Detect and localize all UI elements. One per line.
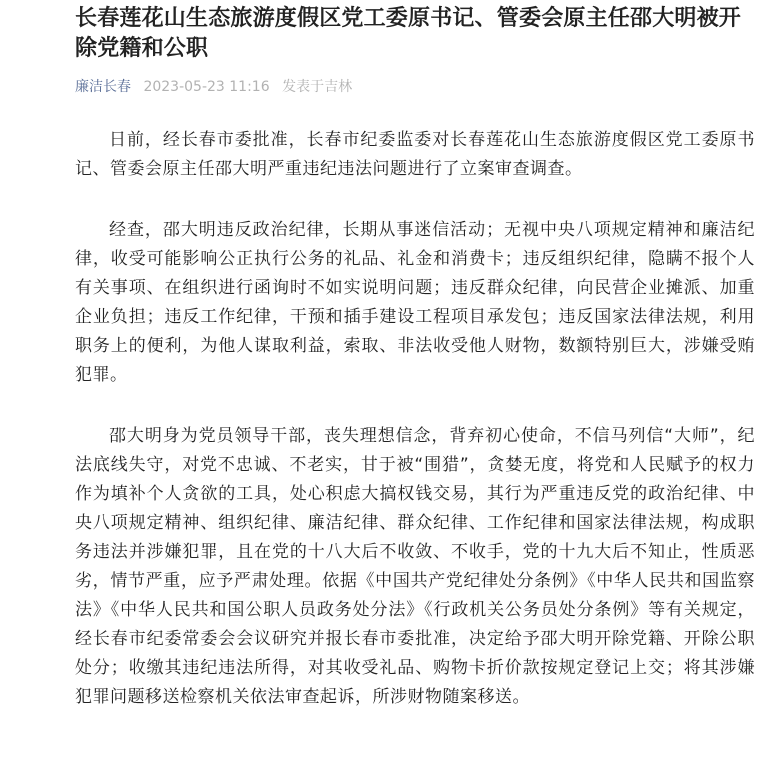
account-name-link[interactable]: 廉洁长春	[75, 79, 131, 95]
paragraph: 邵大明身为党员领导干部，丧失理想信念，背弃初心使命，不信马列信“大师”，纪法底线失守，对党不忠诚、不老实，甘于被“围猎”，贪婪无度，将党和人民赋予的权力作为填补个人贪欲的工具，处心积虑大搞权钱交易，其行为严重违反党的政治纪律、中央八项规定精神、组织纪律、廉洁纪律、群众纪律、工作纪律和国家法律法规，构成职务违法并涉嫌犯罪，且在党的十八大后不收敛、不收手，党的十九大后不知止，性质恶劣，情节严重，应予严肃处理。依据《中国共产党纪律处分条例》《中华人民共和国监察法》《中华人民共和国公职人员政务处分法》《行政机关公务员处分条例》等有关规定，经长春市纪委常委会会议研究并报长春市委批准，决定给予邵大明开除党籍、开除公职处分；收缴其违纪违法所得，对其收受礼品、购物卡折价款按规定登记上交；将其涉嫌犯罪问题移送检察机关依法审查起诉，所涉财物随案移送。	[75, 426, 755, 707]
article-meta	[75, 78, 777, 96]
publish-time: 2023-05-23 11:16	[143, 79, 270, 95]
article-title: 长春莲花山生态旅游度假区党工委原书记、管委会原主任邵大明被开除党籍和公职	[75, 6, 742, 61]
paragraph: 日前，经长春市委批准，长春市纪委监委对长春莲花山生态旅游度假区党工委原书记、管委会原主任邵大明严重违纪违法问题进行了立案审查调查。	[75, 130, 755, 179]
article-content	[75, 126, 755, 712]
paragraph: 经查，邵大明违反政治纪律，长期从事迷信活动；无视中央八项规定精神和廉洁纪律，收受可能影响公正执行公务的礼品、礼金和消费卡；违反组织纪律，隐瞒不报个人有关事项、在组织进行函询时不如实说明问题；违反群众纪律，向民营企业摊派、加重企业负担；违反工作纪律，干预和插手建设工程项目承发包；违反国家法律法规，利用职务上的便利，为他人谋取利益，索取、非法收受他人财物，数额特别巨大，涉嫌受贿犯罪。	[75, 220, 755, 385]
publish-location: 发表于吉林	[282, 79, 353, 95]
